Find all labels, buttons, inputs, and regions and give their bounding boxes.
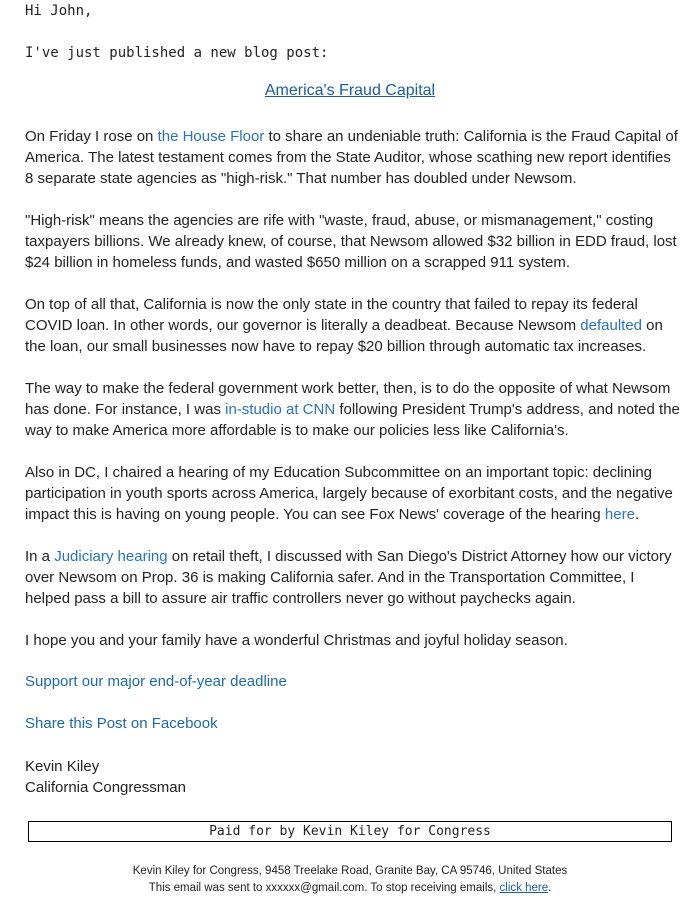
p6-text-after: on retail theft, I discussed with San Diego's District Attorney how our victory over Newsom on Prop. 36 is making California safer. And in the Transportation Committee, I helped pass a bill to assure air traffic controllers never go without paychecks again. <box>25 548 672 607</box>
greeting: Hi John, <box>25 3 93 19</box>
cnn-link[interactable]: in-studio at CNN <box>225 401 336 418</box>
paragraph-holiday: I hope you and your family have a wonderful Christmas and joyful holiday season. <box>25 632 568 649</box>
footer-sent-to: This email was sent to xxxxxx@gmail.com. To stop receiving emails, <box>148 882 500 894</box>
paragraph-covid-loan <box>25 294 680 357</box>
footer-end: . <box>548 882 552 894</box>
support-deadline-link[interactable]: Support our major end-of-year deadline <box>25 673 287 690</box>
p3-text-before: On top of all that, California is now the only state in the country that failed to repay its federal COVID loan. In other words, our governor is literally a deadbeat. Because Newsom <box>25 296 638 334</box>
intro-text: I've just published a new blog post: <box>25 45 329 61</box>
p4-text-before: The way to make the federal government work better, then, is to do the opposite of what Newsom has done. For instance, I was <box>25 380 671 418</box>
post-title-link[interactable]: America's Fraud Capital <box>264 82 436 99</box>
unsubscribe-link[interactable]: click here <box>499 882 549 894</box>
footer-unsubscribe-line <box>0 882 700 894</box>
paid-for-disclaimer: Paid for by Kevin Kiley for Congress <box>28 821 672 842</box>
post-title-row <box>0 82 700 100</box>
house-floor-link[interactable]: the House Floor <box>157 128 265 145</box>
paragraph-house-floor <box>25 126 680 189</box>
judiciary-hearing-link[interactable]: Judiciary hearing <box>54 548 168 565</box>
fox-news-here-link[interactable]: here <box>604 506 635 523</box>
paragraph-judiciary <box>25 546 680 609</box>
p4-text-after: following President Trump's address, and noted the way to make America more affordable is to make our policies less like California's. <box>25 401 680 439</box>
p5-text-after: . <box>634 506 640 523</box>
p5-text-before: Also in DC, I chaired a hearing of my Education Subcommittee on an important topic: declining participation in youth sports across America, largely because of exorbitant costs, and the negative impact this is having on young people. You can see Fox News' coverage of the hearing <box>25 464 673 523</box>
defaulted-link[interactable]: defaulted <box>580 317 643 334</box>
paragraph-cnn <box>25 378 680 441</box>
signature-name: Kevin Kiley <box>25 758 100 775</box>
paragraph-high-risk: "High-risk" means the agencies are rife with "waste, fraud, abuse, or mismanagement," costing taxpayers billions. We already knew, of course, that Newsom allowed $32 billion in EDD fraud, lost $24 billion in homeless funds, and wasted $650 million on a scrapped 911 system. <box>25 212 677 271</box>
share-facebook-link[interactable]: Share this Post on Facebook <box>25 715 218 732</box>
footer-address: Kevin Kiley for Congress, 9458 Treelake Road, Granite Bay, CA 95746, United States <box>132 865 568 877</box>
p1-text-after: to share an undeniable truth: California is the Fraud Capital of America. The latest testament comes from the State Auditor, whose scathing new report identifies 8 separate state agencies as "high-risk." That number has doubled under Newsom. <box>25 128 678 187</box>
p1-text-before: On Friday I rose on <box>25 128 158 145</box>
p6-text-before: In a <box>25 548 55 565</box>
paragraph-youth-sports <box>25 462 680 525</box>
signature-title: California Congressman <box>25 779 186 796</box>
p3-text-after: on the loan, our small businesses now have to repay $20 billion through automatic tax increases. <box>25 317 663 355</box>
